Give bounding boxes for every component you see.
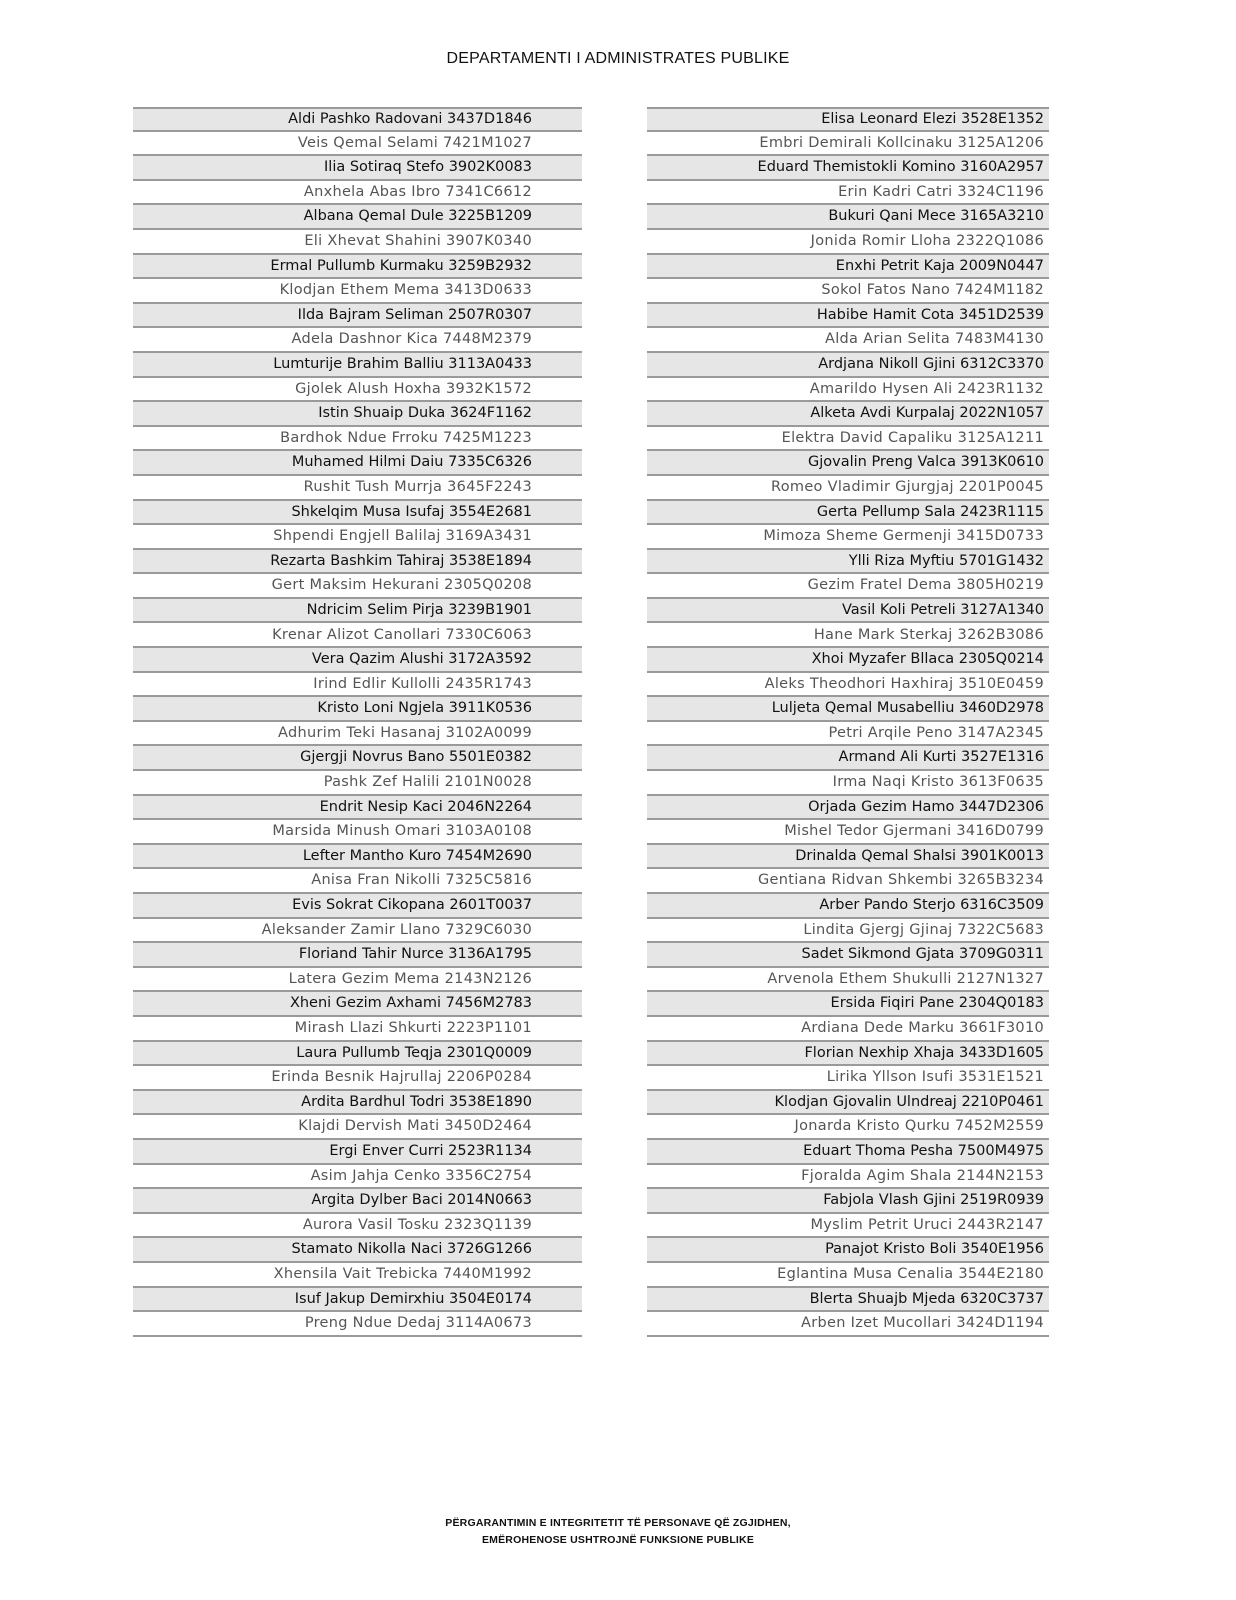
left-name-list	[133, 107, 582, 1337]
list-item: Elektra David Capaliku 3125A1211	[647, 427, 1049, 452]
list-item: Kristo Loni Ngjela 3911K0536	[133, 697, 582, 722]
list-item: Panajot Kristo Boli 3540E1956	[647, 1238, 1049, 1263]
list-item: Eli Xhevat Shahini 3907K0340	[133, 230, 582, 255]
list-item: Gentiana Ridvan Shkembi 3265B3234	[647, 869, 1049, 894]
list-item: Ersida Fiqiri Pane 2304Q0183	[647, 992, 1049, 1017]
list-item: Romeo Vladimir Gjurgjaj 2201P0045	[647, 476, 1049, 501]
list-item: Anisa Fran Nikolli 7325C5816	[133, 869, 582, 894]
list-item: Krenar Alizot Canollari 7330C6063	[133, 623, 582, 648]
list-item: Preng Ndue Dedaj 3114A0673	[133, 1312, 582, 1337]
list-item: Bardhok Ndue Frroku 7425M1223	[133, 427, 582, 452]
list-item: Lumturije Brahim Balliu 3113A0433	[133, 353, 582, 378]
list-item: Jonida Romir Lloha 2322Q1086	[647, 230, 1049, 255]
list-item: Endrit Nesip Kaci 2046N2264	[133, 796, 582, 821]
list-item: Amarildo Hysen Ali 2423R1132	[647, 378, 1049, 403]
list-item: Adela Dashnor Kica 7448M2379	[133, 328, 582, 353]
list-item: Rezarta Bashkim Tahiraj 3538E1894	[133, 550, 582, 575]
list-item: Xhoi Myzafer Bllaca 2305Q0214	[647, 648, 1049, 673]
list-item: Ardita Bardhul Todri 3538E1890	[133, 1091, 582, 1116]
list-item: Fabjola Vlash Gjini 2519R0939	[647, 1189, 1049, 1214]
list-item: Jonarda Kristo Qurku 7452M2559	[647, 1115, 1049, 1140]
list-item: Irind Edlir Kullolli 2435R1743	[133, 673, 582, 698]
list-item: Enxhi Petrit Kaja 2009N0447	[647, 255, 1049, 280]
list-item: Myslim Petrit Uruci 2443R2147	[647, 1214, 1049, 1239]
list-item: Hane Mark Sterkaj 3262B3086	[647, 623, 1049, 648]
list-item: Gerta Pellump Sala 2423R1115	[647, 501, 1049, 526]
list-item: Sokol Fatos Nano 7424M1182	[647, 279, 1049, 304]
list-item: Lindita Gjergj Gjinaj 7322C5683	[647, 919, 1049, 944]
footer-line-1: PËRGARANTIMIN E INTEGRITETIT TË PERSONAVE QË ZGJIDHEN,	[445, 1517, 791, 1529]
footer-line-2: EMËROHENOSE USHTROJNË FUNKSIONE PUBLIKE	[481, 1534, 755, 1546]
list-item: Arvenola Ethem Shukulli 2127N1327	[647, 968, 1049, 993]
list-item: Mirash Llazi Shkurti 2223P1101	[133, 1017, 582, 1042]
list-item: Lirika Yllson Isufi 3531E1521	[647, 1066, 1049, 1091]
list-item: Ilda Bajram Seliman 2507R0307	[133, 304, 582, 329]
list-item: Xheni Gezim Axhami 7456M2783	[133, 992, 582, 1017]
list-item: Xhensila Vait Trebicka 7440M1992	[133, 1263, 582, 1288]
right-name-list	[647, 107, 1049, 1337]
list-item: Istin Shuaip Duka 3624F1162	[133, 402, 582, 427]
list-item: Fjoralda Agim Shala 2144N2153	[647, 1165, 1049, 1190]
list-item: Aldi Pashko Radovani 3437D1846	[133, 107, 582, 132]
list-item: Adhurim Teki Hasanaj 3102A0099	[133, 722, 582, 747]
list-item: Florian Nexhip Xhaja 3433D1605	[647, 1042, 1049, 1067]
list-item: Rushit Tush Murrja 3645F2243	[133, 476, 582, 501]
list-item: Luljeta Qemal Musabelliu 3460D2978	[647, 697, 1049, 722]
list-item: Habibe Hamit Cota 3451D2539	[647, 304, 1049, 329]
list-item: Marsida Minush Omari 3103A0108	[133, 820, 582, 845]
list-item: Lefter Mantho Kuro 7454M2690	[133, 845, 582, 870]
page-title: DEPARTAMENTI I ADMINISTRATES PUBLIKE	[446, 50, 790, 67]
list-item: Floriand Tahir Nurce 3136A1795	[133, 943, 582, 968]
list-item: Klajdi Dervish Mati 3450D2464	[133, 1115, 582, 1140]
list-item: Drinalda Qemal Shalsi 3901K0013	[647, 845, 1049, 870]
list-item: Mishel Tedor Gjermani 3416D0799	[647, 820, 1049, 845]
list-item: Alda Arian Selita 7483M4130	[647, 328, 1049, 353]
list-item: Armand Ali Kurti 3527E1316	[647, 746, 1049, 771]
list-item: Irma Naqi Kristo 3613F0635	[647, 771, 1049, 796]
list-item: Arber Pando Sterjo 6316C3509	[647, 894, 1049, 919]
list-item: Shkelqim Musa Isufaj 3554E2681	[133, 501, 582, 526]
list-item: Ardiana Dede Marku 3661F3010	[647, 1017, 1049, 1042]
list-item: Latera Gezim Mema 2143N2126	[133, 968, 582, 993]
list-item: Klodjan Gjovalin Ulndreaj 2210P0461	[647, 1091, 1049, 1116]
list-item: Klodjan Ethem Mema 3413D0633	[133, 279, 582, 304]
list-item: Gjolek Alush Hoxha 3932K1572	[133, 378, 582, 403]
list-item: Asim Jahja Cenko 3356C2754	[133, 1165, 582, 1190]
list-item: Eglantina Musa Cenalia 3544E2180	[647, 1263, 1049, 1288]
list-item: Erinda Besnik Hajrullaj 2206P0284	[133, 1066, 582, 1091]
list-item: Isuf Jakup Demirxhiu 3504E0174	[133, 1288, 582, 1313]
list-item: Anxhela Abas Ibro 7341C6612	[133, 181, 582, 206]
list-item: Pashk Zef Halili 2101N0028	[133, 771, 582, 796]
list-item: Ndricim Selim Pirja 3239B1901	[133, 599, 582, 624]
list-item: Petri Arqile Peno 3147A2345	[647, 722, 1049, 747]
list-item: Vera Qazim Alushi 3172A3592	[133, 648, 582, 673]
list-item: Aleks Theodhori Haxhiraj 3510E0459	[647, 673, 1049, 698]
list-item: Elisa Leonard Elezi 3528E1352	[647, 107, 1049, 132]
list-item: Embri Demirali Kollcinaku 3125A1206	[647, 132, 1049, 157]
list-item: Ergi Enver Curri 2523R1134	[133, 1140, 582, 1165]
list-item: Gjovalin Preng Valca 3913K0610	[647, 451, 1049, 476]
list-item: Orjada Gezim Hamo 3447D2306	[647, 796, 1049, 821]
list-item: Eduart Thoma Pesha 7500M4975	[647, 1140, 1049, 1165]
list-item: Aurora Vasil Tosku 2323Q1139	[133, 1214, 582, 1239]
list-item: Shpendi Engjell Balilaj 3169A3431	[133, 525, 582, 550]
list-item: Evis Sokrat Cikopana 2601T0037	[133, 894, 582, 919]
list-item: Albana Qemal Dule 3225B1209	[133, 205, 582, 230]
list-item: Arben Izet Mucollari 3424D1194	[647, 1312, 1049, 1337]
list-item: Sadet Sikmond Gjata 3709G0311	[647, 943, 1049, 968]
list-item: Gezim Fratel Dema 3805H0219	[647, 574, 1049, 599]
list-item: Vasil Koli Petreli 3127A1340	[647, 599, 1049, 624]
list-item: Ardjana Nikoll Gjini 6312C3370	[647, 353, 1049, 378]
list-item: Ilia Sotiraq Stefo 3902K0083	[133, 156, 582, 181]
list-item: Blerta Shuajb Mjeda 6320C3737	[647, 1288, 1049, 1313]
list-item: Argita Dylber Baci 2014N0663	[133, 1189, 582, 1214]
list-item: Bukuri Qani Mece 3165A3210	[647, 205, 1049, 230]
list-item: Muhamed Hilmi Daiu 7335C6326	[133, 451, 582, 476]
list-item: Eduard Themistokli Komino 3160A2957	[647, 156, 1049, 181]
list-item: Ermal Pullumb Kurmaku 3259B2932	[133, 255, 582, 280]
list-item: Alketa Avdi Kurpalaj 2022N1057	[647, 402, 1049, 427]
list-item: Ylli Riza Myftiu 5701G1432	[647, 550, 1049, 575]
list-item: Aleksander Zamir Llano 7329C6030	[133, 919, 582, 944]
list-item: Gert Maksim Hekurani 2305Q0208	[133, 574, 582, 599]
list-item: Veis Qemal Selami 7421M1027	[133, 132, 582, 157]
list-item: Gjergji Novrus Bano 5501E0382	[133, 746, 582, 771]
list-item: Laura Pullumb Teqja 2301Q0009	[133, 1042, 582, 1067]
footer	[0, 1515, 1236, 1549]
list-item: Stamato Nikolla Naci 3726G1266	[133, 1238, 582, 1263]
list-item: Erin Kadri Catri 3324C1196	[647, 181, 1049, 206]
list-item: Mimoza Sheme Germenji 3415D0733	[647, 525, 1049, 550]
